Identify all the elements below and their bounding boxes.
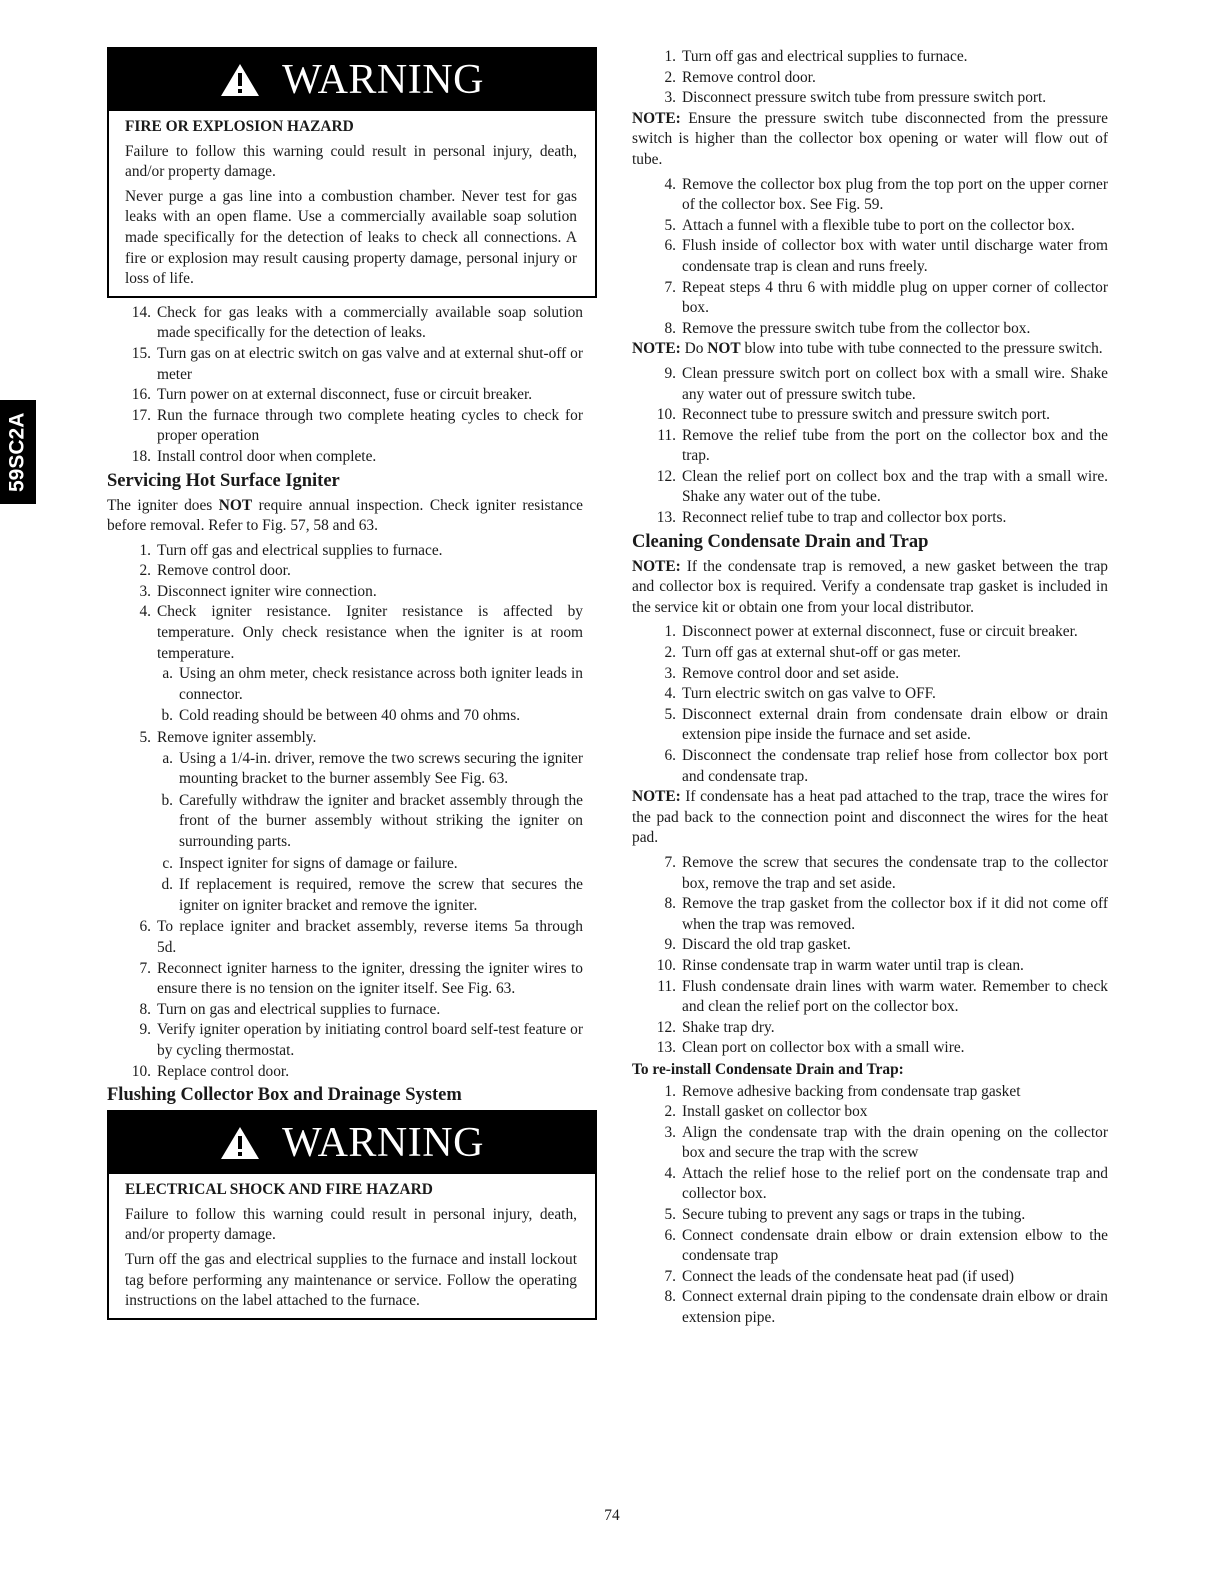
list-item (632, 364, 1108, 405)
note-label: NOTE: (632, 788, 681, 806)
page-number: 74 (604, 1507, 620, 1524)
list-item (107, 303, 583, 344)
list-item (632, 705, 1108, 746)
item-text: Check igniter resistance. Igniter resistance is affected by temperature. Only check resistance when the igniter is at room temperature. (157, 603, 583, 662)
item-number: 16. (131, 386, 151, 404)
list-item (632, 508, 1108, 529)
item-text: Turn off gas and electrical supplies to furnace. (682, 48, 968, 65)
warning-title: WARNING (282, 1119, 484, 1166)
item-number: 17. (131, 406, 151, 424)
item-text: Remove the relief tube from the port on the collector box and the trap. (682, 426, 1108, 465)
intro-emphasis: NOT (218, 496, 253, 514)
note-text: Ensure the pressure switch tube disconnected from the pressure switch is higher than the collector box opening or water will flow out of tube. (632, 109, 1108, 168)
item-number: 11. (657, 977, 676, 995)
item-number: 3. (664, 89, 676, 107)
list-item (107, 385, 583, 406)
item-text: Flush condensate drain lines with warm water. Remember to check and clean the relief port on the collector box. (682, 977, 1108, 1016)
list-item (107, 602, 583, 664)
note-text: If the condensate trap is removed, a new gasket between the trap and collector box is required. Verify a condensate trap gasket is included in the service kit or obtain one from your local distributor. (632, 557, 1108, 616)
item-number: 5. (664, 705, 676, 723)
list-item (632, 894, 1108, 935)
list-item (632, 746, 1108, 787)
item-number: 9. (664, 936, 676, 954)
flush-steps-list (632, 364, 1108, 529)
item-text: Install gasket on collector box (682, 1103, 868, 1121)
item-text: To replace igniter and bracket assembly, reverse items 5a through 5d. (157, 918, 583, 956)
item-text: Disconnect pressure switch tube from pressure switch port. (682, 89, 1047, 107)
item-number: 10. (656, 956, 676, 974)
item-letter: b. (161, 791, 173, 809)
item-number: 2. (664, 68, 676, 86)
item-letter: d. (161, 876, 173, 894)
item-number: 12. (656, 1018, 676, 1036)
note-paragraph (632, 787, 1108, 849)
item-letter: a. (162, 749, 173, 767)
item-text: Remove control door. (682, 68, 816, 86)
item-number: 14. (131, 303, 151, 321)
reinstall-steps-list (632, 1082, 1108, 1329)
item-text: Install control door when complete. (157, 447, 377, 465)
hazard-title: ELECTRICAL SHOCK AND FIRE HAZARD (125, 1181, 433, 1199)
list-item (632, 319, 1108, 340)
flush-steps-list (632, 175, 1108, 340)
item-text: Repeat steps 4 thru 6 with middle plug on upper corner of collector box. (682, 278, 1108, 317)
list-item (632, 684, 1108, 705)
item-text: Disconnect the condensate trap relief hose from collector box port and condensate trap. (682, 747, 1108, 785)
item-text: Clean the relief port on collect box and the trap with a small wire. Shake any water out of the tube. (682, 467, 1108, 506)
gas-steps-list (107, 303, 583, 468)
list-item (632, 88, 1108, 109)
note-label: NOTE: (632, 340, 681, 358)
warning-box-electrical (107, 1110, 597, 1320)
item-number: 4. (664, 175, 676, 193)
item-text: Remove control door. (157, 562, 291, 580)
item-text: Connect condensate drain elbow or drain extension elbow to the condensate trap (682, 1226, 1108, 1265)
item-number: 6. (139, 918, 151, 936)
warning-triangle-icon (220, 63, 260, 97)
list-item (632, 977, 1108, 1018)
item-text: Using an ohm meter, check resistance across both igniter leads in connector. (179, 665, 583, 703)
item-text: Discard the old trap gasket. (682, 936, 851, 954)
item-number: 6. (664, 747, 676, 764)
item-number: 1. (139, 541, 151, 559)
item-text: Inspect igniter for signs of damage or failure. (179, 854, 458, 872)
item-number: 8. (139, 1000, 151, 1018)
item-number: 1. (664, 623, 676, 641)
item-number: 10. (131, 1062, 151, 1080)
item-text: Remove control door and set aside. (682, 664, 900, 682)
list-subitem (107, 854, 583, 875)
item-number: 13. (656, 509, 676, 527)
item-number: 1. (664, 48, 676, 65)
item-text: Cold reading should be between 40 ohms and 70 ohms. (179, 707, 521, 725)
item-number: 7. (139, 959, 151, 977)
item-text: Disconnect igniter wire connection. (157, 582, 377, 600)
warning-body (109, 1174, 595, 1318)
note-paragraph (632, 339, 1108, 360)
item-number: 2. (664, 644, 676, 662)
list-item (107, 959, 583, 1000)
note-label: NOTE: (632, 557, 681, 575)
item-number: 3. (664, 1123, 676, 1141)
item-number: 7. (664, 278, 676, 296)
warning-para: Failure to follow this warning could result in personal injury, death, and/or property damage. (125, 142, 577, 181)
item-text: Replace control door. (157, 1062, 290, 1080)
item-number: 3. (664, 664, 676, 682)
item-text: Rinse condensate trap in warm water until trap is clean. (682, 956, 1024, 974)
item-number: 8. (664, 895, 676, 913)
note-paragraph (632, 109, 1108, 171)
list-subitem (107, 706, 583, 727)
item-letter: c. (162, 854, 173, 872)
item-text: Reconnect tube to pressure switch and pressure switch port. (682, 406, 1050, 424)
warning-box-fire (107, 47, 597, 298)
warning-para: Never purge a gas line into a combustion chamber. Never test for gas leaks with an open flame. Use a commercially available soap solution made specifically for the detection of leaks to check all connections. A fire or explosion may result causing property damage, personal injury or loss of life. (125, 187, 577, 288)
item-number: 13. (656, 1039, 676, 1057)
item-number: 2. (664, 1103, 676, 1121)
list-item (632, 175, 1108, 216)
warning-body (109, 111, 595, 296)
item-number: 8. (664, 319, 676, 337)
list-item (632, 643, 1108, 664)
item-text: Check for gas leaks with a commercially available soap solution made specifically for the detection of leaks. (157, 303, 583, 342)
warning-title: WARNING (282, 56, 484, 103)
intro-text: The igniter does (107, 496, 219, 514)
note-text: Do (680, 340, 708, 358)
list-item (632, 1226, 1108, 1267)
item-number: 9. (664, 364, 676, 382)
item-text: Connect the leads of the condensate heat pad (if used) (682, 1267, 1015, 1285)
note-paragraph (632, 557, 1108, 619)
warning-triangle-icon (220, 1126, 260, 1160)
side-tab-label: 59SC2A (5, 412, 29, 492)
item-number: 9. (139, 1021, 151, 1039)
item-text: Reconnect igniter harness to the igniter, dressing the igniter wires to ensure there is no tension on the igniter itself. See Fig. 63. (157, 959, 583, 998)
item-number: 5. (664, 216, 676, 234)
list-item (632, 467, 1108, 508)
list-item (107, 728, 583, 749)
item-text: Remove the pressure switch tube from the collector box. (682, 319, 1031, 337)
intro-text: require annual inspection. Check igniter resistance before removal. Refer to Fig. 57, 58 and 63. (107, 496, 583, 535)
item-text: Attach the relief hose to the relief port on the condensate trap and collector box. (682, 1164, 1108, 1203)
list-subitem (107, 749, 583, 790)
item-text: Disconnect power at external disconnect, fuse or circuit breaker. (682, 623, 1078, 641)
item-number: 6. (664, 1226, 676, 1244)
list-item (107, 344, 583, 385)
list-item (632, 664, 1108, 685)
right-column (632, 47, 1108, 1329)
item-number: 4. (664, 1164, 676, 1182)
item-text: Remove the trap gasket from the collector box if it did not come off when the trap was removed. (682, 895, 1108, 933)
list-item (632, 405, 1108, 426)
item-text: Run the furnace through two complete heating cycles to check for proper operation (157, 406, 583, 445)
igniter-steps-list (107, 541, 583, 1082)
item-text: Connect external drain piping to the condensate drain elbow or drain extension pipe. (682, 1288, 1108, 1327)
item-text: Remove adhesive backing from condensate trap gasket (682, 1082, 1021, 1100)
side-tab (0, 400, 36, 504)
item-number: 8. (664, 1288, 676, 1306)
hazard-title: FIRE OR EXPLOSION HAZARD (125, 118, 354, 135)
list-subitem (107, 791, 583, 853)
item-number: 15. (131, 344, 151, 362)
item-text: Reconnect relief tube to trap and collector box ports. (682, 509, 1007, 527)
list-item (632, 216, 1108, 237)
list-item (107, 541, 583, 562)
subheading-reinstall: To re-install Condensate Drain and Trap: (632, 1060, 904, 1078)
item-text: Turn power on at external disconnect, fuse or circuit breaker. (157, 386, 533, 404)
list-item (632, 1038, 1108, 1059)
list-item (107, 561, 583, 582)
list-item (632, 1205, 1108, 1226)
section-heading-igniter: Servicing Hot Surface Igniter (107, 470, 340, 491)
item-number: 11. (657, 426, 676, 444)
item-text: Turn electric switch on gas valve to OFF. (682, 685, 936, 703)
list-item (632, 68, 1108, 89)
item-text: Using a 1/4-in. driver, remove the two screws securing the igniter mounting bracket to the burner assembly See Fig. 63. (179, 749, 583, 788)
left-column (107, 47, 583, 1325)
item-number: 5. (664, 1206, 676, 1224)
list-item (632, 1102, 1108, 1123)
list-item (632, 426, 1108, 467)
item-text: Secure tubing to prevent any sags or traps in the tubing. (682, 1206, 1026, 1224)
item-number: 10. (656, 406, 676, 424)
item-text: Turn off gas and electrical supplies to furnace. (157, 541, 443, 559)
list-item (632, 1287, 1108, 1328)
list-item (632, 1082, 1108, 1103)
item-text: Turn on gas and electrical supplies to furnace. (157, 1000, 441, 1018)
list-item (632, 935, 1108, 956)
item-number: 6. (664, 237, 676, 255)
item-text: If replacement is required, remove the screw that secures the igniter on igniter bracket and remove the igniter. (179, 876, 583, 914)
item-text: Align the condensate trap with the drain opening on the collector box and secure the trap with the screw (682, 1123, 1108, 1162)
item-text: Attach a funnel with a flexible tube to port on the collector box. (682, 216, 1075, 234)
drain-steps-list (632, 622, 1108, 787)
list-item (632, 956, 1108, 977)
drain-steps-list (632, 853, 1108, 1059)
list-item (632, 622, 1108, 643)
item-number: 12. (656, 467, 676, 485)
item-number: 2. (139, 562, 151, 580)
list-item (632, 1018, 1108, 1039)
item-text: Disconnect external drain from condensate drain elbow or drain extension pipe inside the furnace and set aside. (682, 705, 1108, 744)
item-letter: a. (162, 665, 173, 683)
list-item (107, 447, 583, 468)
list-subitem (107, 875, 583, 916)
item-text: Flush inside of collector box with water until discharge water from condensate trap is clean and runs freely. (682, 237, 1108, 275)
note-emphasis: NOT (707, 340, 741, 358)
item-text: Turn gas on at electric switch on gas valve and at external shut-off or meter (157, 344, 583, 383)
item-number: 3. (139, 582, 151, 600)
item-text: Verify igniter operation by initiating control board self-test feature or by cycling thermostat. (157, 1021, 583, 1059)
item-text: Clean port on collector box with a small wire. (682, 1039, 965, 1057)
item-number: 7. (664, 1267, 676, 1285)
item-number: 18. (131, 447, 151, 465)
section-heading-flushing: Flushing Collector Box and Drainage System (107, 1085, 462, 1106)
item-text: Turn off gas at external shut-off or gas meter. (682, 644, 961, 662)
list-item (107, 917, 583, 958)
warning-para: Failure to follow this warning could result in personal injury, death, and/or property damage. (125, 1205, 577, 1244)
list-item (632, 47, 1108, 68)
list-item (632, 236, 1108, 277)
item-text: Shake trap dry. (682, 1018, 775, 1036)
note-text: blow into tube with tube connected to the pressure switch. (740, 340, 1103, 358)
item-number: 1. (664, 1082, 676, 1100)
list-item (632, 278, 1108, 319)
list-item (632, 1267, 1108, 1288)
item-text: Carefully withdraw the igniter and bracket assembly through the front of the burner assembly without striking the igniter on surrounding parts. (179, 791, 583, 850)
list-item (107, 1020, 583, 1061)
note-label: NOTE: (632, 109, 681, 127)
item-letter: b. (161, 707, 173, 725)
list-item (107, 406, 583, 447)
list-item (632, 1123, 1108, 1164)
item-text: Clean pressure switch port on collect box with a small wire. Shake any water out of pressure switch tube. (682, 364, 1108, 403)
item-text: Remove igniter assembly. (157, 729, 317, 747)
list-subitem (107, 664, 583, 705)
list-item (107, 1000, 583, 1021)
item-number: 4. (664, 685, 676, 703)
warning-header (109, 1112, 595, 1174)
igniter-intro (107, 496, 583, 537)
item-number: 7. (664, 853, 676, 871)
warning-para: Turn off the gas and electrical supplies to the furnace and install lockout tag before performing any maintenance or service. Follow the operating instructions on the label attached to the furnace. (125, 1250, 577, 1310)
list-item (632, 1164, 1108, 1205)
warning-header (109, 49, 595, 111)
section-heading-drain: Cleaning Condensate Drain and Trap (632, 531, 929, 552)
list-item (632, 853, 1108, 894)
item-number: 5. (139, 729, 151, 747)
note-text: If condensate has a heat pad attached to the trap, trace the wires for the pad back to the connection point and disconnect the wires for the heat pad. (632, 788, 1108, 847)
flush-steps-list (632, 47, 1108, 109)
list-item (107, 582, 583, 603)
list-item (107, 1062, 583, 1083)
item-text: Remove the collector box plug from the top port on the upper corner of the collector box. See Fig. 59. (682, 175, 1108, 214)
item-number: 4. (139, 603, 151, 621)
item-text: Remove the screw that secures the condensate trap to the collector box, remove the trap and set aside. (682, 853, 1108, 892)
